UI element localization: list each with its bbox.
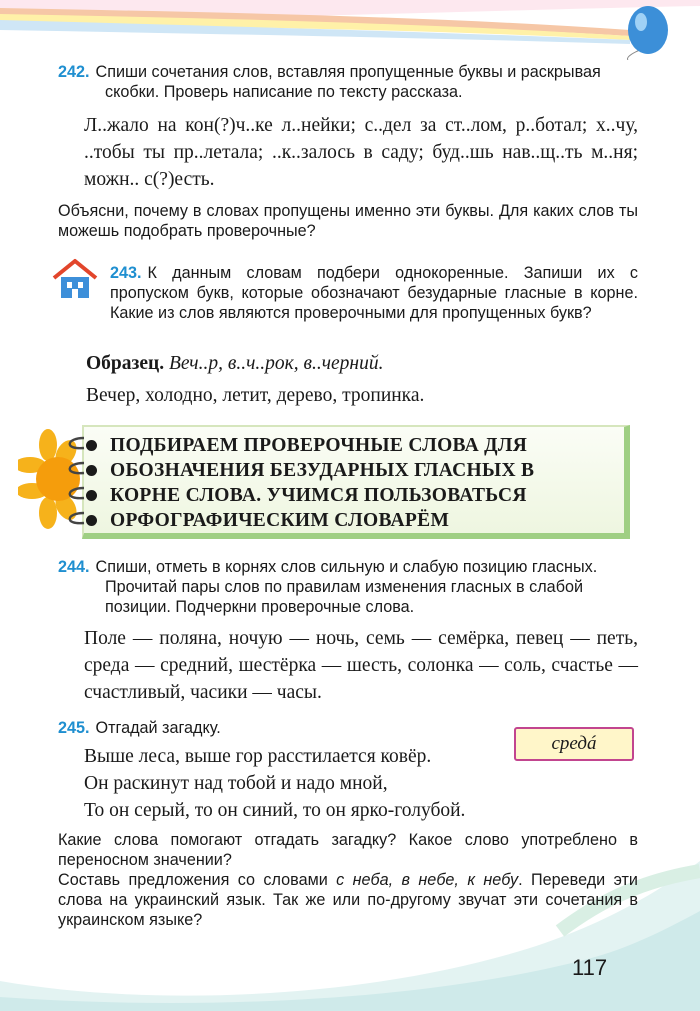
bullet-icon	[86, 515, 97, 526]
assignment-text: Составь предложения со словами	[58, 871, 337, 889]
task-number: 245.	[58, 719, 90, 737]
task-245-assignment	[58, 870, 638, 930]
task-244-exercise: Поле — поляна, ночую — ночь, семь — семёрка, певец — петь, среда — средний, шестёрка — шесть, солонка — соль, счастье — счастливый, часики — часы.	[84, 628, 638, 703]
task-243-examples	[86, 350, 666, 409]
task-243	[110, 263, 638, 323]
task-number: 244.	[58, 558, 90, 576]
section-title	[110, 433, 630, 533]
header-decoration	[0, 0, 700, 60]
vocabulary-word-box: средá	[514, 727, 634, 761]
line-text: ПОДБИРАЕМ ПРОВЕРОЧНЫЕ СЛОВА ДЛЯ	[110, 435, 528, 456]
section-title-line	[110, 458, 630, 483]
line-text: ОРФОГРАФИЧЕСКИМ СЛОВАРЁМ	[110, 510, 450, 531]
riddle-line: То он серый, то он синий, то он ярко-голубой.	[84, 800, 466, 821]
task-242-instruction	[58, 62, 638, 102]
section-title-line	[110, 483, 630, 508]
task-245-question: Какие слова помогают отгадать загадку? Какое слово употреблено в переносном значении?	[58, 831, 638, 869]
task-242-question: Объясни, почему в словах пропущены именно эти буквы. Для каких слов ты можешь подобрать проверочные?	[58, 202, 638, 240]
task-244-instruction	[58, 557, 638, 617]
line-text: ОБОЗНАЧЕНИЯ БЕЗУДАРНЫХ ГЛАСНЫХ В	[110, 460, 535, 481]
instruction-text: К данным словам подбери однокоренные. Запиши их с пропуском букв, которые обозначают безударные гласные в корне. Какие из слов являются проверочными для пропущенных букв?	[110, 264, 638, 322]
section-title-line	[110, 508, 630, 533]
task-number: 242.	[58, 63, 90, 81]
bullet-icon	[86, 440, 97, 451]
sample-label: Образец.	[86, 353, 165, 374]
bullet-icon	[86, 465, 97, 476]
task-242	[58, 62, 638, 241]
riddle-line: Выше леса, выше гор расстилается ковёр.	[84, 746, 432, 767]
word-list: Вечер, холодно, летит, дерево, тропинка.	[86, 385, 425, 406]
page-number: 117	[572, 955, 608, 980]
section-title-line	[110, 433, 630, 458]
instruction-text: Спиши, отметь в корнях слов сильную и слабую позицию гласных. Прочитай пары слов по правилам изменения гласных в слабой позиции. Подчеркни проверочные слова.	[95, 558, 598, 616]
instruction-text: Спиши сочетания слов, вставляя пропущенные буквы и раскрывая скобки. Проверь написание по тексту рассказа.	[95, 63, 601, 101]
task-number: 243.	[110, 264, 142, 282]
balloon-icon	[628, 6, 669, 60]
spiral-binding-icon	[60, 430, 88, 534]
instruction-text: Отгадай загадку.	[95, 719, 221, 737]
sample-words: Веч..р, в..ч..рок, в..черний.	[169, 353, 384, 374]
assignment-text: . Переведи эти слова на украинский язык. Так же или по-другому звучат эти сочетания в украинском языке?	[58, 871, 638, 929]
bullet-icon	[86, 490, 97, 501]
task-244	[58, 557, 638, 706]
assignment-words: с неба, в небе, к небу	[336, 871, 519, 889]
house-icon	[50, 258, 100, 300]
task-242-exercise: Л..жало на кон(?)ч..ке л..нейки; с..дел за ст..лом, р..ботал; х..чу, ..тобы ты пр..летала; ..к..залось в саду; буд..шь нав..щ..ть м..ня; можн.. с(?)есть.	[84, 115, 638, 190]
riddle-line: Он раскинут над тобой и надо мной,	[84, 773, 388, 794]
task-243-instruction	[110, 263, 638, 323]
sample-line	[86, 350, 666, 377]
line-text: КОРНЕ СЛОВА. УЧИМСЯ ПОЛЬЗОВАТЬСЯ	[110, 485, 527, 506]
